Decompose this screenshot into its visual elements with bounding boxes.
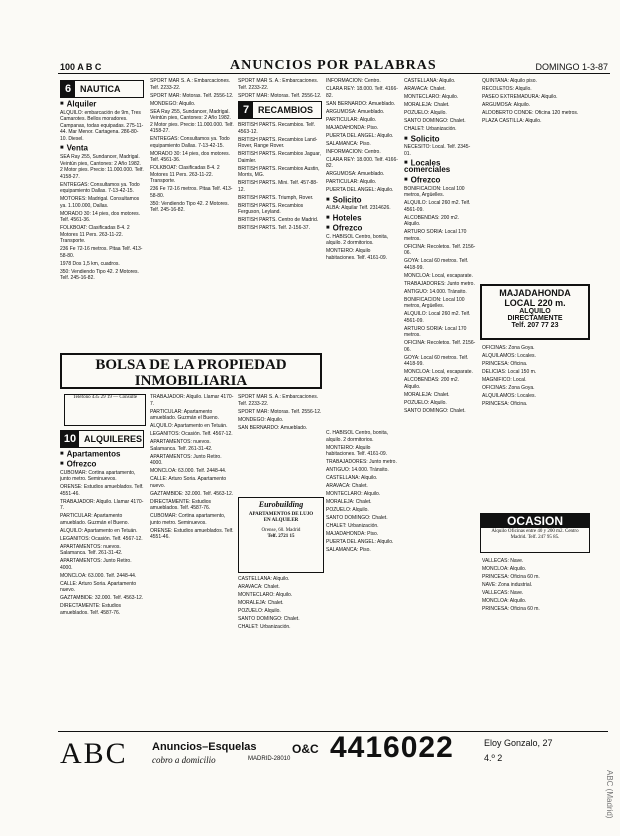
ad-item: NECESITO: Local. Telf. 2345-01.	[404, 144, 471, 157]
ocasion-title: OCASION	[481, 514, 589, 528]
ad-item: TRABAJADOR: Alquilo. Llamar 4170-7.	[150, 394, 234, 407]
promo-line-2: EN ALQUILER	[263, 518, 299, 523]
ad-item: GOYA: Local 60 metros. Telf. 4418-99.	[404, 354, 469, 368]
ad-item: MONCLOA: 63.000. Telf. 2448-44.	[150, 468, 227, 474]
ad-item: ORENSE: Estudios amueblados. Telf. 4551-46.	[150, 527, 234, 540]
ad-item: PRINCESA: Oficina.	[482, 361, 528, 367]
ad-item: ALQUILO: embarcación de 9m, Tres Camarotes. Bellos moradores. Campanas, todas equipadas. 275-11-44. Mar Menor. Cartagena. 286-80-10. Diesel.	[60, 109, 144, 142]
footer-subtitle: cobro a domicilio	[152, 755, 216, 765]
header-rule	[58, 73, 610, 74]
ad-item: SANTO DOMINGO: Chalet.	[238, 616, 300, 622]
ad-item: LEGANITOS: Ocasión. Telf. 4567-12.	[60, 535, 143, 542]
bolsa-note: Teléfono 435 29 19 — Consulte	[72, 395, 138, 400]
edge-text: ABC (Madrid)	[605, 770, 614, 819]
ad-item: ENTREGAS: Consultamos ya. Todo equipamiento Dallas. 7-13-42-15.	[150, 136, 230, 149]
ad-item: MAGNIFICO: Local.	[482, 377, 527, 383]
ad-item: CHALET: Urbanización.	[404, 126, 457, 132]
bolsa-line-1: BOLSA DE LA PROPIEDAD	[95, 357, 287, 373]
ad-item: ALQUILO: Apartamento en Tetuán.	[150, 423, 228, 429]
ad-item: SPORT MAR S. A.: Embarcaciones. Telf. 2233-22.	[238, 78, 319, 91]
column-right-bottom	[482, 558, 590, 726]
ad-item: ORENSE: Estudios amueblados. Telf. 4551-46.	[60, 484, 144, 497]
ad-item: INFORMACION: Centro.	[326, 78, 381, 84]
ad-item: ALCOBENDAS: 200 m2. Alquilo.	[404, 214, 460, 228]
subsection-venta: ■ Venta	[60, 145, 144, 152]
ad-item: OFICINAS: Zona Goya.	[482, 385, 535, 391]
ad-item: 236 Fe 72-16 metros. Pitaa Telf. 413-58-80.	[150, 186, 233, 199]
subsection-ofrezco: ■ Ofrezco	[326, 225, 398, 232]
ad-item: MORALEJA: Chalet.	[326, 499, 372, 505]
subsection-ofrezco-2: ■ Ofrezco	[404, 177, 476, 184]
ad-item: SALAMANCA: Piso.	[326, 547, 371, 553]
majadahonda-ad-box	[480, 284, 590, 340]
subsection-solicito-2: ■ Solicito	[404, 136, 476, 143]
promo-phone: Telf. 2721 15	[267, 534, 295, 539]
footer-title: Anuncios–Esquelas	[152, 741, 257, 753]
ad-item: PASEO EXTREMADURA: Alquilo.	[482, 94, 558, 100]
promo-line-1: APARTAMENTOS DE LUJO	[248, 512, 314, 517]
ocasion-body: Alquilo Oficinas entre 40 y 200 m2. Centro Madrid. Telf. 247 95 85.	[491, 529, 579, 540]
majadahonda-title: MAJADAHONDA	[499, 288, 571, 298]
ad-item: CALLE: Arturo Soria. Apartamento nuevo.	[60, 580, 137, 594]
ad-item: MONTECLARO: Alquilo.	[326, 491, 381, 497]
ad-item: ARAVACA: Chalet.	[404, 86, 446, 92]
column-middle	[326, 78, 398, 426]
ad-item: BRITISH PARTS. Recambios Jaguar, Daimler.	[238, 151, 321, 164]
page-title: ANUNCIOS POR PALABRAS	[230, 58, 437, 73]
ad-item: MONTECLARO: Alquilo.	[404, 94, 459, 100]
ad-item: ARTURO SORIA: Local 170 metros.	[404, 229, 467, 242]
ad-item: ARTURO SORIA: Local 170 metros.	[404, 325, 467, 339]
bolsa-info-box	[64, 394, 146, 426]
ad-item: SAN BERNARDO: Amueblado.	[326, 100, 396, 107]
majadahonda-size: LOCAL 220 m.	[504, 298, 566, 308]
ad-item: CASTELLANA: Alquilo.	[238, 576, 290, 582]
ad-item: TRABAJADORES: Junto metro.	[404, 280, 475, 287]
ad-item: PARTICULAR: Alquilo.	[326, 116, 377, 123]
ad-item: APARTAMENTOS: nuevos. Salamanca. Telf. 261-31-42.	[150, 439, 213, 452]
section-recambios-header: 7 RECAMBIOS	[238, 101, 322, 119]
ad-item: BRITISH PARTS. Recambios Land-Rover, Range Rover.	[238, 136, 318, 149]
majadahonda-alquilo: ALQUILO	[519, 308, 551, 315]
ad-item: FOLKBOAT: Clasificadas 8-4. 2 Motores 11 Pers. 263-11-22. Transporte.	[60, 225, 130, 245]
page-number: 100 A B C	[60, 62, 102, 72]
ad-item: MONCLOA: 63.000. Telf. 2448-44.	[60, 572, 137, 579]
ad-item: SPORT MAR: Motoras. Telf. 2556-12.	[238, 408, 322, 415]
ad-item: BRITISH PARTS. Telf. 2-156-37.	[238, 225, 310, 231]
ad-item: MORADO 30: 14 pies, dos motores. Telf. 4561-36.	[150, 150, 231, 163]
ad-item: GAZTAMBIDE: 32.000. Telf. 4563-12.	[60, 595, 144, 602]
subsection-solicito: ■ Solicito	[326, 197, 398, 204]
ad-item: FOLKBOAT: Clasificadas 8-4. 2 Motores 11 Pers. 263-11-22. Transporte.	[150, 165, 220, 184]
ad-item: ANTIGUO: 14.000. Tránsito.	[326, 467, 389, 473]
ad-item: ANTIGUO: 14.000. Tránsito.	[404, 288, 467, 295]
ad-item: MAJADAHONDA: Piso.	[326, 124, 379, 131]
ad-item: POZUELO: Alquilo.	[326, 507, 369, 513]
ad-item: BONIFICACION: Local 100 metros, Argüelles.	[404, 185, 465, 199]
ad-item: MONCLOA: Local, escaparate.	[404, 272, 473, 279]
abc-logo: ABC	[60, 737, 128, 770]
ad-item: C. HABISOL Centro, bonita, alquilo. 2 dormitorios.	[326, 233, 389, 247]
majadahonda-phone: Telf. 207 77 23	[511, 322, 559, 329]
ad-item: GAZTAMBIDE: 32.000. Telf. 4563-12.	[150, 490, 234, 497]
ad-item: ARAVACA: Chalet.	[326, 483, 368, 489]
column-nautica-2	[150, 78, 234, 350]
ad-item: SPORT MAR: Motoras. Telf. 2556-12.	[150, 92, 234, 99]
ad-item: OFICINA: Recoletos. Telf. 2156-06.	[404, 340, 476, 353]
ad-item: 1978 Dos 1,5 km, cuadros.	[60, 260, 120, 267]
ad-item: MONDEGO: Alquilo.	[238, 416, 284, 423]
ad-item: CASTELLANA: Alquilo.	[326, 475, 378, 481]
column-recambios	[238, 78, 322, 350]
ad-item: OFICINAS: Zona Goya.	[482, 345, 535, 351]
ad-item: PRINCESA: Oficina 60 m.	[482, 574, 540, 580]
ad-item: PUERTA DEL ANGEL: Alquilo.	[326, 539, 394, 545]
ad-item: 350: Vendiendo Tipo 42. 2 Motores. Telf. 245-16-82.	[60, 268, 139, 282]
ad-item: PRINCESA: Oficina 60 m.	[482, 606, 540, 612]
ad-item: MOTORES: Madrigal. Consultamos ya. 1.100.000, Dallas.	[60, 196, 140, 209]
ad-item: MORALEJA: Chalet.	[404, 391, 450, 398]
ad-item: MAJADAHONDA: Piso.	[326, 531, 379, 537]
footer-madrid: MADRID-28010	[248, 756, 291, 762]
ad-item: PRINCESA: Oficina.	[482, 401, 528, 407]
ad-item: SANTO DOMINGO: Chalet.	[404, 118, 466, 124]
ad-item: ALDOBERTO CONDE: Oficina 120 metros.	[482, 110, 579, 116]
ad-item: MONTEIRO: Alquilo habitaciones. Telf. 4161-09.	[326, 444, 388, 457]
ad-item: 236 Fe 72-16 metros. Pitaa Telf. 413-58-80.	[60, 246, 143, 259]
ad-item: BRITISH PARTS. Centro de Madrid.	[238, 217, 319, 223]
ad-item: CALLE: Arturo Soria. Apartamento nuevo.	[150, 476, 227, 489]
column-middle-lower	[326, 430, 398, 726]
ad-item: QUINTANA: Alquilo piso.	[482, 78, 537, 84]
ad-item: NAVE: Zona industrial.	[482, 582, 533, 588]
subsection-apartamentos: ■ Apartamentos	[60, 451, 144, 458]
ad-item: SANTO DOMINGO: Chalet.	[326, 515, 388, 521]
column-alquileres-3b	[238, 576, 322, 726]
ad-item: CUBOMAR: Cortina apartamento, junto metro. Seminuevos.	[150, 513, 226, 526]
ad-item: MONCLOA: Alquilo.	[482, 566, 527, 572]
subsection-hoteles: ■ Hoteles	[326, 215, 398, 222]
ad-item: ALQUILO: Local 260 m2. Telf. 4561-09.	[404, 311, 471, 324]
ad-item: PARTICULAR: Alquilo.	[326, 179, 377, 185]
ad-item: APARTAMENTOS: Junto Retiro. 4000.	[150, 453, 222, 466]
ad-item: BRITISH PARTS. Triumph, Rover.	[238, 194, 314, 201]
ad-item: POZUELO: Alquilo.	[238, 608, 281, 614]
ad-item: RECOLETOS: Alquilo.	[482, 86, 532, 92]
ad-item: BRITISH PARTS. Recambios. Telf. 4563-12.	[238, 122, 315, 135]
ad-item: PARTICULAR: Apartamento amueblado. Guzmán el Bueno.	[150, 408, 219, 421]
ad-item: SPORT MAR: Motoras. Telf. 2556-12.	[238, 92, 322, 99]
subsection-locales: ■ Locales comerciales	[404, 160, 476, 173]
ad-item: POZUELO: Alquilo.	[404, 110, 447, 116]
ad-item: GOYA: Local 60 metros. Telf. 4418-99.	[404, 258, 469, 271]
ad-item: SANTO DOMINGO: Chalet.	[404, 407, 466, 414]
ad-item: LEGANITOS: Ocasión. Telf. 4567-12.	[150, 431, 233, 437]
ad-item: CHALET: Urbanización.	[238, 624, 291, 630]
ad-item: ALCOBENDAS: 200 m2. Alquilo.	[404, 377, 460, 390]
ad-item: ENTREGAS: Consultamos ya. Todo equipamiento Dallas. 7-13-42-15.	[60, 181, 140, 195]
ad-item: PLAZA CASTILLA: Alquilo.	[482, 118, 542, 124]
ad-item: VALLECAS: Nave.	[482, 558, 524, 564]
ad-item: CASTELLANA: Alquilo.	[404, 78, 456, 84]
ad-item: BRITISH PARTS. Recambios Austin, Morris, MG.	[238, 165, 320, 178]
ad-item: DIRECTAMENTE: Estudios amueblados. Telf. 4587-76.	[150, 498, 212, 511]
promo-brand: Eurobuilding	[258, 500, 304, 509]
ad-item: MORADO 30: 14 pies, dos motores. Telf. 4561-36.	[60, 210, 141, 224]
page-date: DOMINGO 1-3-87	[535, 62, 608, 72]
ad-item: ALBA: Alquilar Telf. 2314626.	[326, 205, 391, 212]
ad-item: INFORMACION: Centro.	[326, 148, 381, 155]
section-nautica-header: 6 NAUTICA	[60, 80, 144, 98]
ad-item: MORALEJA: Chalet.	[238, 600, 284, 606]
promo-address: Orense, 60. Madrid	[261, 528, 301, 533]
ad-item: APARTAMENTOS: Junto Retiro. 4000.	[60, 558, 132, 571]
ocasion-ad-box	[480, 513, 590, 553]
ad-item: OFICINA: Recoletos. Telf. 2156-06.	[404, 243, 476, 257]
ad-item: TRABAJADORES: Junto metro.	[326, 459, 397, 465]
footer-address: Eloy Gonzalo, 27 4.º 2	[484, 738, 553, 763]
ad-item: BRITISH PARTS. Mini. Telf. 457-88-12.	[238, 180, 318, 193]
ad-item: 350: Vendiendo Tipo 42. 2 Motores. Telf. 245-16-82.	[150, 200, 229, 213]
column-right-mid	[482, 345, 590, 509]
ad-item: CLARA REY: 18.000. Telf. 4166-82.	[326, 156, 398, 169]
column-alquileres-3	[238, 394, 322, 494]
ad-item: ARGUMOSA: Amueblado.	[326, 171, 385, 177]
column-alquileres-2	[150, 394, 234, 726]
ad-item: C. HABISOL Centro, bonita, alquilo. 2 dormitorios.	[326, 430, 389, 443]
ad-item: MONCLOA: Local, escaparate.	[404, 369, 473, 376]
ad-item: PUERTA DEL ANGEL: Alquilo.	[326, 132, 394, 139]
ad-item: ARAVACA: Chalet.	[238, 584, 280, 590]
bolsa-line-2: INMOBILIARIA	[134, 373, 248, 389]
ad-item: CHALET: Urbanización.	[326, 523, 379, 529]
ad-item: MONDEGO: Alquilo.	[150, 100, 196, 107]
ad-item: TRABAJADOR: Alquilo. Llamar 4170-7.	[60, 498, 144, 512]
ad-item: ARGUMOSA: Amueblado.	[326, 108, 385, 115]
ad-item: POZUELO: Alquilo.	[404, 399, 447, 406]
ad-item: MONTEIRO: Alquilo habitaciones. Telf. 4161-09.	[326, 248, 388, 261]
majadahonda-directamente: DIRECTAMENTE	[507, 315, 563, 322]
ad-item: SEA Ray 255, Sundancer, Madrigal. Veintún pies, Cantones: 2 Año 1982. 2 Motor pies. Precio: 11.000.000. Telf. 4158-27.	[60, 154, 144, 180]
ad-item: PARTICULAR: Apartamento amueblado. Guzmán el Bueno.	[60, 513, 129, 526]
ad-item: SEA Ray 255, Sundancer, Madrigal. Veintún pies, Cantones: 2 Año 1982. 2 Motor pies. Precio: 11.000.000. Telf. 4158-27.	[150, 108, 234, 134]
subsection-ofrezco-alquileres: ■ Ofrezco	[60, 461, 144, 468]
ad-item: PUERTA DEL ANGEL: Alquilo.	[326, 187, 394, 193]
ad-item: ALQUILAMOS: Locales.	[482, 393, 536, 399]
column-nautica	[60, 78, 144, 350]
ad-item: DIRECTAMENTE: Estudios amueblados. Telf. 4587-76.	[60, 603, 122, 616]
section-alquileres-header: 10 ALQUILERES	[60, 430, 144, 448]
ad-item: CUBOMAR: Cortina apartamento, junto metro. Seminuevos.	[60, 469, 136, 483]
ad-item: ALQUILAMOS: Locales.	[482, 353, 536, 359]
ad-item: MONTECLARO: Alquilo.	[238, 592, 293, 598]
bolsa-propiedad-banner	[60, 353, 322, 389]
subsection-alquiler: ■ Alquiler	[60, 101, 144, 108]
ad-item: SPORT MAR S. A.: Embarcaciones. Telf. 2233-22.	[238, 394, 319, 407]
ad-item: ARGUMOSA: Alquilo.	[482, 102, 531, 108]
ad-item: MORALEJA: Chalet.	[404, 102, 450, 108]
column-right-top	[482, 78, 590, 283]
ad-item: VALLECAS: Nave.	[482, 590, 524, 596]
column-alquileres	[60, 428, 144, 726]
ad-item: MONCLOA: Alquilo.	[482, 598, 527, 604]
ad-item: CLARA REY: 18.000. Telf. 4166-82.	[326, 86, 398, 99]
ad-item: ALQUILO: Local 260 m2. Telf. 4561-09.	[404, 200, 471, 213]
ad-item: ALQUILO: Apartamento en Tetuán.	[60, 527, 138, 534]
ad-item: SAN BERNARDO: Amueblado.	[238, 424, 308, 431]
column-locales	[404, 78, 476, 726]
eurobuilding-promo	[238, 497, 324, 573]
footer-cc: O&C	[292, 742, 319, 756]
ad-item: BRITISH PARTS. Recambios Ferguson, Leyland.	[238, 202, 304, 215]
footer-phone: 4416022	[330, 731, 454, 764]
ad-item: SALAMANCA: Piso.	[326, 140, 371, 147]
ad-item: BONIFICACION: Local 100 metros, Argüelles.	[404, 296, 465, 310]
ad-item: DELICIAS: Local 150 m.	[482, 369, 537, 375]
ad-item: APARTAMENTOS: nuevos. Salamanca. Telf. 261-31-42.	[60, 543, 123, 557]
ad-item: SPORT MAR S. A.: Embarcaciones. Telf. 2233-22.	[150, 78, 231, 91]
